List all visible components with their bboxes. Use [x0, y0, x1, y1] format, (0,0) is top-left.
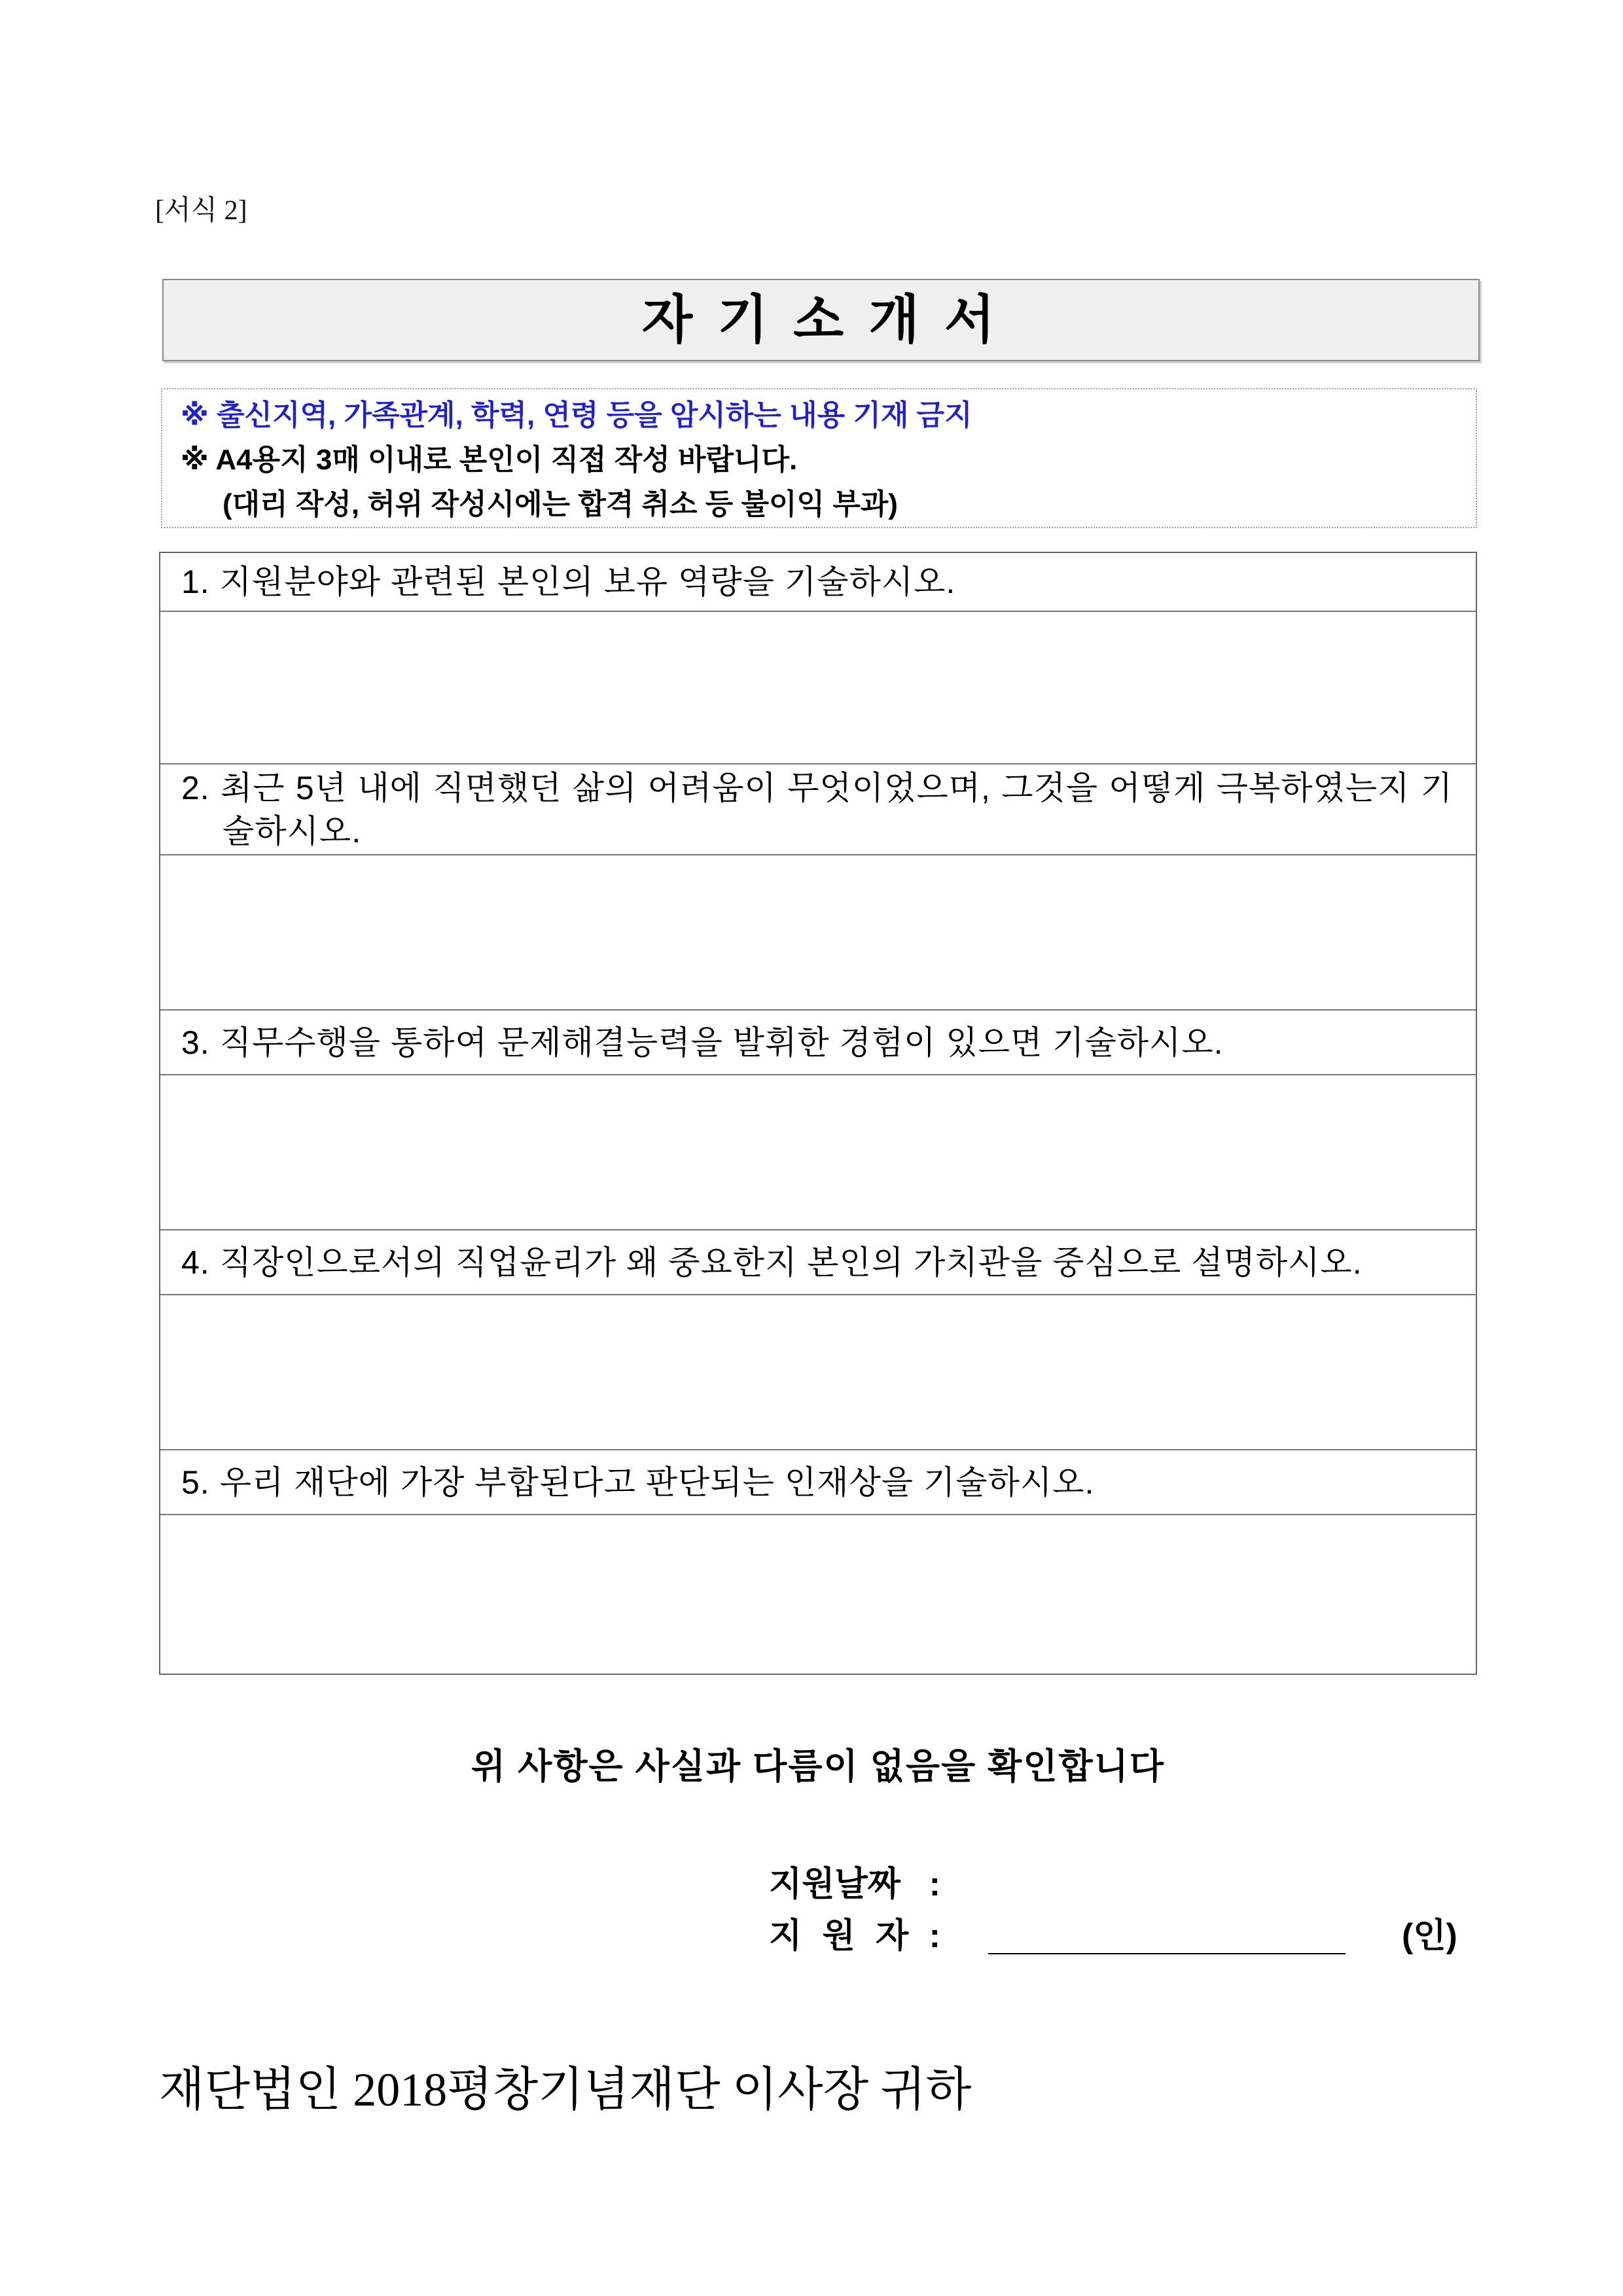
- confirmation-statement: 위 사항은 사실과 다름이 없음을 확인합니다: [471, 1747, 1165, 1786]
- seal-mark: (인): [1402, 1917, 1457, 1955]
- notice-restriction-line: ※ 출신지역, 가족관계, 학력, 연령 등을 암시하는 내용 기재 금지: [181, 399, 972, 431]
- question-text-1: 1. 지원분야와 관련된 본인의 보유 역량을 기술하시오.: [181, 564, 956, 600]
- applicant-signature-line: [988, 1953, 1346, 1954]
- application-date-label: 지원날짜 :: [769, 1865, 940, 1903]
- notice-length-line: ※ A4용지 3매 이내로 본인이 직접 작성 바랍니다.: [181, 444, 798, 476]
- question-text-4: 4. 직장인으로서의 직업윤리가 왜 중요한지 본인의 가치관을 중심으로 설명하시오.: [181, 1244, 1363, 1281]
- question-text-5: 5. 우리 재단에 가장 부합된다고 판단되는 인재상을 기술하시오.: [181, 1463, 1095, 1501]
- applicant-label: 지 원 자 :: [769, 1917, 940, 1955]
- answer-area-3: [160, 1075, 1476, 1230]
- addressee-line: 재단법인 2018평창기념재단 이사장 귀하: [159, 2064, 972, 2116]
- question-row-5: [160, 1450, 1476, 1515]
- notice-penalty-line: (대리 작성, 허위 작성시에는 합격 취소 등 불이익 부과): [223, 488, 898, 520]
- document-title: 자 기 소 개 서: [641, 291, 1001, 349]
- question-table: [159, 552, 1477, 1675]
- title-box: [162, 279, 1480, 361]
- question-row-1: [160, 553, 1476, 612]
- question-row-3: [160, 1011, 1476, 1075]
- question-row-2: [160, 764, 1476, 855]
- answer-area-4: [160, 1295, 1476, 1450]
- answer-area-2: [160, 855, 1476, 1011]
- form-number-label: [서식 2]: [155, 196, 247, 226]
- question-text-2: 2. 최근 5년 내에 직면했던 삶의 어려움이 무엇이었으며, 그것을 어떻게 극복하였는지 기술하시오.: [181, 769, 1453, 850]
- answer-area-5: [160, 1515, 1476, 1674]
- question-text-3: 3. 직무수행을 통하여 문제해결능력을 발휘한 경험이 있으면 기술하시오.: [181, 1024, 1224, 1061]
- notice-box: [161, 388, 1477, 528]
- answer-area-1: [160, 612, 1476, 764]
- question-row-4: [160, 1230, 1476, 1295]
